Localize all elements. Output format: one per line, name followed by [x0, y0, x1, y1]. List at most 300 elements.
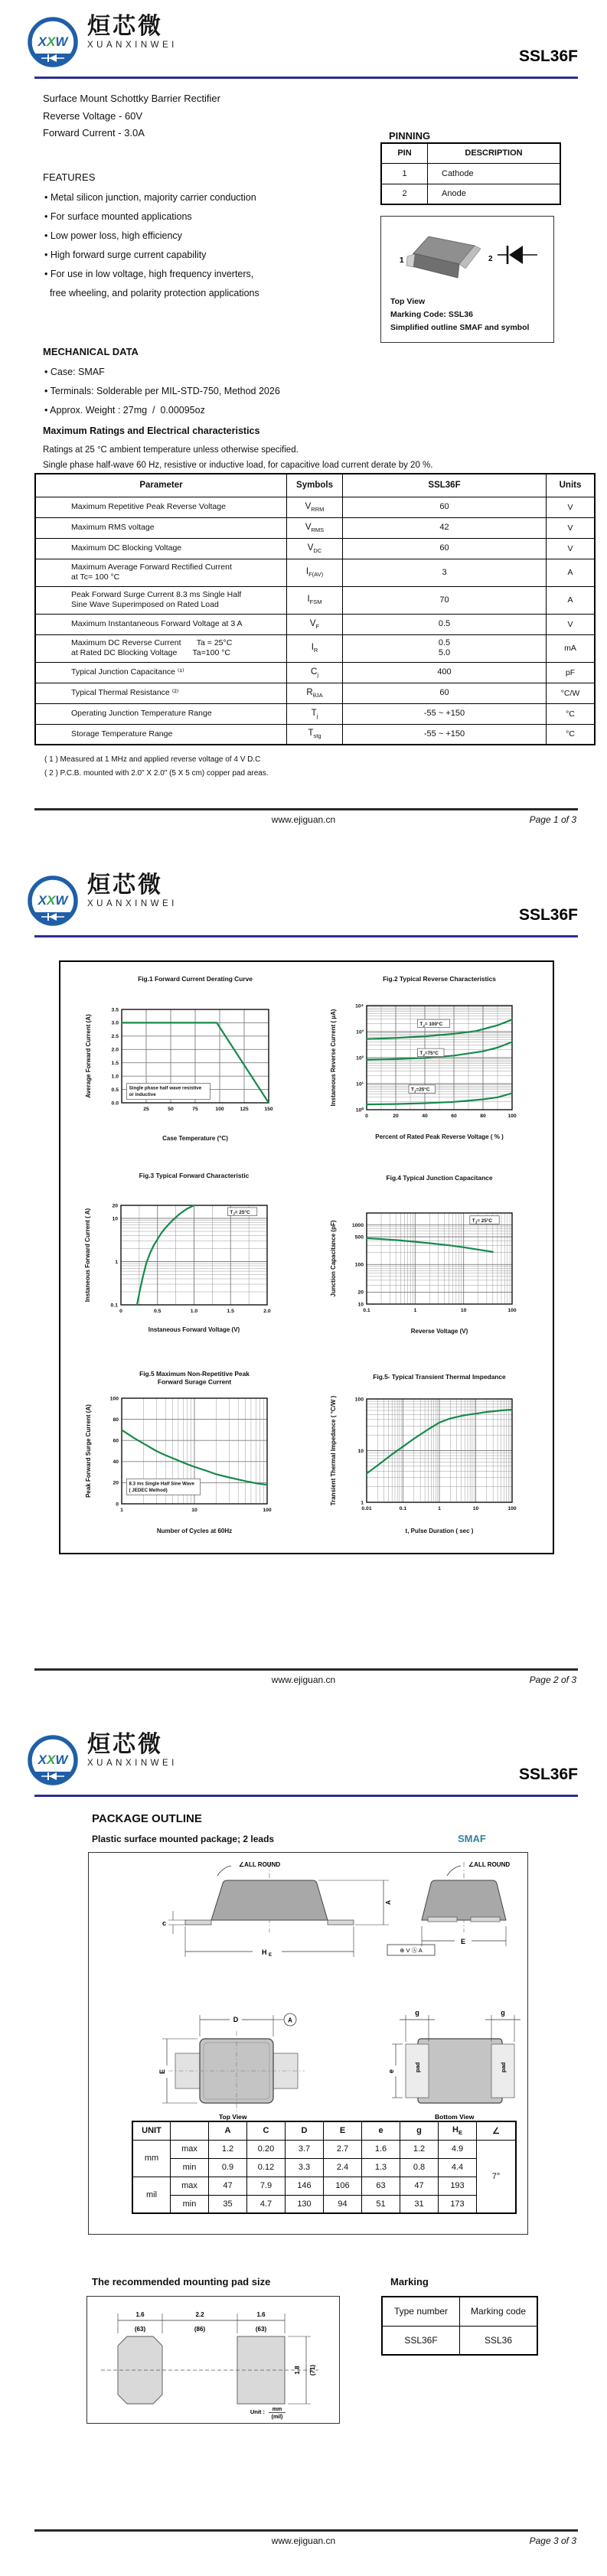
figure-fig3 — [81, 1169, 279, 1334]
package-caption-1: Marking Code: SSL36 — [390, 310, 473, 319]
value-cell: 0.5 5.0 — [343, 634, 547, 662]
pinning-table — [380, 142, 561, 205]
dim-header: ∠ — [477, 2121, 517, 2140]
dim-value-cell: 0.12 — [247, 2158, 286, 2177]
figure-fig5 — [82, 1367, 279, 1535]
svg-text:125: 125 — [240, 1107, 249, 1112]
dim-d-label: D — [233, 2016, 239, 2023]
value-cell: 60 — [343, 538, 547, 559]
footnote-1: ( 2 ) P.C.B. mounted with 2.0" X 2.0" (5 X 5 cm) copper pad areas. — [44, 769, 269, 778]
pinning-cell: 2 — [381, 184, 428, 204]
svg-text:1: 1 — [361, 1500, 364, 1506]
dim-he-sub: E — [269, 1953, 272, 1958]
svg-text:100: 100 — [354, 1397, 364, 1403]
svg-text:t, Pulse Duration ( sec ): t, Pulse Duration ( sec ) — [405, 1528, 474, 1534]
unit-cell: mA — [547, 634, 596, 662]
svg-text:40: 40 — [113, 1459, 119, 1466]
symbol-cell: $V_{DC}$ — [287, 538, 343, 559]
svg-text:TJ= 100°C: $T_J= 100^\circ C$ — [419, 1022, 443, 1028]
pad-dim-left-mm: 1.6 — [135, 2311, 145, 2318]
svg-text:100: 100 — [354, 1262, 364, 1268]
symbol-cell: $V_{RRM}$ — [287, 497, 343, 517]
svg-text:60: 60 — [451, 1114, 457, 1119]
footnote-0: ( 1 ) Measured at 1 MHz and applied reverse voltage of 4 V D.C — [44, 755, 261, 764]
pad-right-label: pad — [500, 2062, 507, 2072]
svg-text:( JEDEC Method): ( JEDEC Method) — [129, 1487, 168, 1493]
svg-text:Peak Forward Surge Current (A): Peak Forward Surge Current (A) — [85, 1404, 92, 1498]
ratings-title: Maximum Ratings and Electrical characteristics — [43, 426, 260, 436]
package-outline-box — [88, 1852, 528, 2235]
value-cell: 42 — [343, 517, 547, 538]
dim-a-label: A — [384, 1899, 392, 1905]
svg-text:100: 100 — [215, 1107, 224, 1112]
part-number: SSL36F — [518, 906, 578, 924]
svg-text:100: 100 — [507, 1114, 517, 1119]
dim-value-cell: 0.9 — [209, 2158, 247, 2177]
dim-header: E — [324, 2121, 362, 2140]
table-row — [35, 662, 595, 683]
minmax-cell: max — [171, 2140, 209, 2158]
dim-header: D — [286, 2121, 324, 2140]
pad-dim-mid-mil: (86) — [194, 2326, 206, 2333]
pad-dim-height-mm: 1.8 — [294, 2366, 301, 2375]
svg-text:1000: 1000 — [351, 1222, 364, 1228]
table-row — [35, 497, 595, 517]
brand-name-cn: 烜芯微 — [87, 1732, 163, 1757]
symbol-cell: $C_j$ — [287, 662, 343, 683]
unit-cell: A — [547, 559, 596, 586]
svg-text:Fig.5- Typical Transient Therm: Fig.5- Typical Transient Thermal Impedance — [373, 1373, 506, 1381]
footer-url-1: www.ejiguan.cn — [271, 814, 336, 825]
dim-value-cell: 0.8 — [400, 2158, 439, 2177]
intro-line-1: Reverse Voltage - 60V — [43, 109, 143, 122]
logo-icon — [23, 872, 83, 932]
package-captions — [390, 295, 529, 334]
features-title: FEATURES — [43, 171, 96, 183]
svg-text:1: 1 — [115, 1259, 118, 1265]
unit-cell: V — [547, 538, 596, 559]
company-logo — [23, 1732, 178, 1792]
logo-icon — [23, 14, 83, 73]
svg-text:10¹: 10¹ — [356, 1081, 364, 1087]
svg-text:3.0: 3.0 — [111, 1020, 119, 1026]
dim-value-cell: 1.2 — [209, 2140, 247, 2158]
table-row — [35, 634, 595, 662]
dim-value-cell: 1.3 — [362, 2158, 400, 2177]
table-row — [382, 2326, 537, 2355]
diode-symbol-icon — [498, 246, 537, 264]
marking-cell: SSL36 — [460, 2326, 538, 2355]
parameter-cell: Typical Junction Capacitance ⁽¹⁾ — [35, 662, 287, 683]
svg-text:10⁴: 10⁴ — [355, 1003, 364, 1009]
svg-text:2.5: 2.5 — [111, 1034, 119, 1040]
marking-cell: SSL36F — [382, 2326, 460, 2355]
pad-dim-right-mil: (63) — [255, 2326, 267, 2333]
svg-text:1.0: 1.0 — [111, 1074, 119, 1080]
svg-text:10: 10 — [112, 1216, 118, 1222]
minmax-cell: min — [171, 2158, 209, 2177]
intro-line-0: Surface Mount Schottky Barrier Rectifier — [43, 93, 220, 104]
symbol-cell: $T_j$ — [287, 703, 343, 724]
dim-value-cell: 2.7 — [324, 2140, 362, 2158]
unit-cell: °C — [547, 724, 596, 745]
features-list — [44, 188, 259, 303]
unit-group-cell: mil — [132, 2177, 171, 2213]
dim-value-cell: 193 — [439, 2177, 477, 2195]
bottom-view-caption: Bottom View — [435, 2113, 475, 2121]
dim-e-small-label: e — [387, 2069, 395, 2073]
svg-text:2.0: 2.0 — [111, 1047, 119, 1053]
svg-text:Average Forward Current (A): Average Forward Current (A) — [85, 1014, 92, 1098]
figure-fig1 — [82, 972, 281, 1143]
parameter-cell: Typical Thermal Resistance ⁽²⁾ — [35, 683, 287, 703]
svg-text:Single phase half wave resisti: Single phase half wave resistive — [129, 1085, 202, 1091]
svg-text:20: 20 — [357, 1290, 364, 1296]
ratings-header: Units — [547, 474, 596, 497]
parameter-cell: Maximum Average Forward Rectified Current at Tc= 100 °C — [35, 559, 287, 586]
svg-text:Forward Surage Current: Forward Surage Current — [157, 1378, 232, 1386]
dimension-table — [132, 2121, 517, 2214]
dim-g-left-label: g — [415, 2009, 419, 2017]
svg-text:TJ= 25°C: $T_J= 25^\circ C$ — [230, 1209, 250, 1216]
ratings-subtitle — [43, 442, 432, 473]
svg-text:XXW: XXW — [38, 34, 68, 49]
pad-unit-label: Unit : — [250, 2408, 265, 2415]
svg-text:Reverse Voltage (V): Reverse Voltage (V) — [410, 1328, 468, 1335]
svg-text:50: 50 — [168, 1107, 174, 1112]
table-row — [35, 559, 595, 586]
svg-text:10: 10 — [357, 1302, 364, 1308]
table-row — [381, 184, 560, 204]
part-number: SSL36F — [518, 47, 578, 65]
pinning-cell: 1 — [381, 163, 428, 184]
dim-header: A — [209, 2121, 247, 2140]
svg-text:25: 25 — [143, 1107, 149, 1112]
mechanical-item-2: • Approx. Weight : 27mg / 0.00095oz — [44, 405, 205, 416]
svg-text:0.1: 0.1 — [399, 1506, 407, 1511]
feature-item-1: • For surface mounted applications — [44, 211, 192, 222]
svg-text:Case Temperature (°C): Case Temperature (°C) — [162, 1135, 228, 1142]
dim-header — [171, 2121, 209, 2140]
page3-header — [0, 1718, 607, 1802]
ratings-header: Symbols — [287, 474, 343, 497]
minmax-cell: min — [171, 2195, 209, 2213]
svg-text:Instaneous Reverse Current ( µ: Instaneous Reverse Current ( µA) — [330, 1009, 337, 1107]
part-number: SSL36F — [518, 1766, 578, 1783]
parameter-cell: Maximum RMS voltage — [35, 517, 287, 538]
marking-table-el — [381, 2296, 538, 2356]
dim-value-cell: 63 — [362, 2177, 400, 2195]
symbol-cell: $I_{F(AV)}$ — [287, 559, 343, 586]
pin2-label: 2 — [488, 255, 493, 263]
unit-cell: V — [547, 614, 596, 634]
package-outline-title: PACKAGE OUTLINE — [92, 1812, 202, 1825]
parameter-cell: Maximum DC Blocking Voltage — [35, 538, 287, 559]
svg-text:TJ=75°C: $T_J=75^\circ C$ — [419, 1051, 439, 1057]
company-logo — [23, 872, 178, 932]
svg-text:500: 500 — [354, 1234, 364, 1241]
unit-group-cell: mm — [132, 2140, 171, 2177]
dim-he-label: H — [262, 1948, 267, 1956]
svg-text:10³: 10³ — [356, 1029, 364, 1035]
package-outline-subtitle: Plastic surface mounted package; 2 leads — [92, 1834, 275, 1844]
dim-c-label: c — [162, 1919, 167, 1927]
svg-text:Instaneous Forward Voltage (V): Instaneous Forward Voltage (V) — [148, 1326, 240, 1333]
figure-fig4 — [327, 1171, 524, 1335]
svg-text:1.5: 1.5 — [227, 1309, 234, 1314]
mounting-pad-box — [86, 2296, 340, 2424]
datum-circle-label: A — [288, 2017, 292, 2024]
page1-header — [0, 0, 607, 84]
footer-url-2: www.ejiguan.cn — [271, 1674, 336, 1685]
header-rule — [34, 935, 578, 937]
svg-text:XXW: XXW — [38, 1753, 68, 1767]
dim-value-cell: 4.7 — [247, 2195, 286, 2213]
pinning-header: DESCRIPTION — [428, 143, 561, 163]
pinning-cell: Anode — [428, 184, 561, 204]
dim-value-cell: 31 — [400, 2195, 439, 2213]
svg-text:XXW: XXW — [38, 893, 68, 908]
symbol-cell: $T_{stg}$ — [287, 724, 343, 745]
dim-value-cell: 3.3 — [286, 2158, 324, 2177]
svg-text:Fig.1 Forward Current Deratin: Fig.1 Forward Current Derating Curve — [138, 975, 253, 983]
svg-text:60: 60 — [113, 1438, 119, 1444]
svg-text:75: 75 — [192, 1107, 198, 1112]
unit-cell: pF — [547, 662, 596, 683]
dim-header: g — [400, 2121, 439, 2140]
svg-text:100: 100 — [507, 1308, 517, 1313]
symbol-cell: $I_{FSM}$ — [287, 586, 343, 614]
svg-text:Number of Cycles at 60Hz: Number of Cycles at 60Hz — [156, 1528, 233, 1534]
mounting-pad-drawing — [87, 2297, 337, 2421]
svg-text:0.1: 0.1 — [363, 1308, 370, 1313]
svg-text:2.0: 2.0 — [263, 1309, 271, 1314]
marking-title: Marking — [390, 2276, 429, 2287]
pinning-header: PIN — [381, 143, 428, 163]
svg-text:1: 1 — [438, 1506, 441, 1511]
brand-name-en: XUANXINWEI — [87, 41, 178, 50]
all-round-label-2: ∠ALL ROUND — [468, 1861, 511, 1868]
package-name: SMAF — [458, 1833, 486, 1844]
ratings-table-el — [34, 473, 596, 745]
parameter-cell: Maximum DC Reverse Current Ta = 25°C at Rated DC Blocking Voltage Ta=100 °C — [35, 634, 287, 662]
value-cell: 3 — [343, 559, 547, 586]
footer-url-3: www.ejiguan.cn — [271, 2535, 336, 2546]
svg-text:0: 0 — [119, 1309, 122, 1314]
dim-header: e — [362, 2121, 400, 2140]
logo-icon — [23, 1732, 83, 1792]
svg-text:TJ= 25°C: $T_J= 25^\circ C$ — [472, 1218, 493, 1224]
ratings-subline-1: Single phase half-wave 60 Hz, resistive or inductive load, for capacitive load current derate by 20 %. — [43, 461, 433, 470]
table-row — [35, 538, 595, 559]
dim-value-cell: 47 — [400, 2177, 439, 2195]
table-row — [35, 683, 595, 703]
dim-value-cell: 2.4 — [324, 2158, 362, 2177]
svg-text:0.1: 0.1 — [110, 1303, 118, 1309]
value-cell: 60 — [343, 497, 547, 517]
svg-text:80: 80 — [113, 1417, 119, 1423]
pad-left-label: pad — [414, 2062, 421, 2072]
svg-text:0.0: 0.0 — [111, 1101, 119, 1107]
table-row — [132, 2177, 516, 2195]
intro-line-2: Forward Current - 3.0A — [43, 127, 145, 139]
svg-text:0.5: 0.5 — [154, 1309, 162, 1314]
dim-value-cell: 1.2 — [400, 2140, 439, 2158]
header-rule — [34, 77, 578, 79]
svg-text:TJ=25°C: $T_J=25^\circ C$ — [411, 1087, 430, 1094]
feature-item-4: • For use in low voltage, high frequency inverters, — [44, 269, 254, 279]
dim-value-cell: 51 — [362, 2195, 400, 2213]
footnotes — [44, 753, 269, 781]
ratings-table — [34, 473, 596, 745]
svg-text:0: 0 — [365, 1114, 368, 1119]
dim-value-cell: 4.4 — [439, 2158, 477, 2177]
dim-e-side-label: E — [461, 1938, 466, 1945]
symbol-cell: $V_{RMS}$ — [287, 517, 343, 538]
footer-rule-1 — [34, 808, 578, 810]
svg-text:Fig.4 Typical Junction Capaci: Fig.4 Typical Junction Capacitance — [386, 1174, 493, 1182]
unit-cell: V — [547, 497, 596, 517]
svg-text:100: 100 — [109, 1396, 119, 1402]
table-row — [132, 2140, 516, 2158]
dim-value-cell: 94 — [324, 2195, 362, 2213]
dim-value-cell: 0.20 — [247, 2140, 286, 2158]
svg-text:10²: 10² — [356, 1055, 364, 1061]
svg-text:Junction Capacitance (pF): Junction Capacitance (pF) — [330, 1220, 337, 1297]
dim-value-cell: 1.6 — [362, 2140, 400, 2158]
feature-item-5: free wheeling, and polarity protection applications — [44, 288, 259, 298]
svg-text:100: 100 — [263, 1508, 272, 1513]
unit-cell: °C/W — [547, 683, 596, 703]
table-row — [35, 586, 595, 614]
package-top-view-drawing — [384, 223, 549, 295]
svg-text:8.3 ms Single Half Sine Wave: 8.3 ms Single Half Sine Wave — [129, 1481, 194, 1487]
dim-header: C — [247, 2121, 286, 2140]
parameter-cell: Storage Temperature Range — [35, 724, 287, 745]
svg-text:10⁰: 10⁰ — [355, 1107, 364, 1114]
dim-e-top-label: E — [158, 2069, 166, 2074]
package-caption-0: Top View — [390, 297, 426, 306]
svg-text:0: 0 — [116, 1502, 119, 1508]
svg-text:Fig.5 Maximum Non-Repetitive: Fig.5 Maximum Non-Repetitive Peak — [139, 1370, 250, 1378]
svg-text:20: 20 — [393, 1114, 399, 1119]
footer-page-3: Page 3 of 3 — [529, 2535, 576, 2546]
svg-text:20: 20 — [112, 1203, 118, 1209]
all-round-label-1: ∠ALL ROUND — [239, 1861, 281, 1868]
svg-text:0.01: 0.01 — [361, 1506, 372, 1511]
symbol-cell: $I_R$ — [287, 634, 343, 662]
value-cell: 0.5 — [343, 614, 547, 634]
value-cell: 400 — [343, 662, 547, 683]
dim-header: UNIT — [132, 2121, 171, 2140]
ratings-header: SSL36F — [343, 474, 547, 497]
mechanical-item-1: • Terminals: Solderable per MIL-STD-750, Method 2026 — [44, 386, 280, 396]
svg-text:1: 1 — [413, 1308, 417, 1313]
svg-text:1.0: 1.0 — [190, 1309, 198, 1314]
brand-name-cn: 烜芯微 — [87, 14, 163, 39]
dim-value-cell: 35 — [209, 2195, 247, 2213]
dim-value-cell: 130 — [286, 2195, 324, 2213]
svg-text:150: 150 — [264, 1107, 273, 1112]
pad-dim-mid-mm: 2.2 — [195, 2311, 204, 2318]
svg-text:1.5: 1.5 — [111, 1061, 119, 1067]
datum-box-label: ⊕ V Ⓐ A — [400, 1947, 423, 1954]
ratings-header: Parameter — [35, 474, 287, 497]
svg-text:20: 20 — [113, 1480, 119, 1486]
footer-page-2: Page 2 of 3 — [529, 1674, 576, 1685]
mechanical-list — [44, 363, 280, 420]
brand-name-cn: 烜芯微 — [87, 872, 163, 898]
svg-text:100: 100 — [507, 1506, 517, 1511]
figure-fig2 — [327, 972, 524, 1141]
table-row — [35, 614, 595, 634]
page2-header — [0, 859, 607, 943]
mechanical-item-0: • Case: SMAF — [44, 367, 105, 377]
dim-value-cell: 173 — [439, 2195, 477, 2213]
footer-rule-3 — [34, 2529, 578, 2532]
table-row — [132, 2158, 516, 2177]
svg-text:80: 80 — [480, 1114, 486, 1119]
dim-value-cell: 47 — [209, 2177, 247, 2195]
pad-dim-right-mm: 1.6 — [256, 2311, 266, 2318]
mechanical-title: MECHANICAL DATA — [43, 346, 139, 357]
dim-value-cell: 7.9 — [247, 2177, 286, 2195]
pinning-title: PINNING — [389, 130, 431, 142]
feature-item-2: • Low power loss, high efficiency — [44, 230, 182, 241]
table-row — [132, 2195, 516, 2213]
intro-lines — [43, 90, 220, 142]
header-rule — [34, 1795, 578, 1797]
svg-text:3.5: 3.5 — [111, 1007, 119, 1013]
minmax-cell: max — [171, 2177, 209, 2195]
pad-unit-mm: mm — [272, 2407, 282, 2412]
parameter-cell: Maximum Instantaneous Forward Voltage at 3 A — [35, 614, 287, 634]
parameter-cell: Peak Forward Surge Current 8.3 ms Single Half Sine Wave Superimposed on Rated Load — [35, 586, 287, 614]
svg-text:Transient Thermal Impedance (: Transient Thermal Impedance ( °C/W ) — [330, 1395, 337, 1506]
svg-text:10: 10 — [472, 1506, 479, 1511]
unit-cell: V — [547, 517, 596, 538]
parameter-cell: Maximum Repetitive Peak Reverse Voltage — [35, 497, 287, 517]
svg-text:0.5: 0.5 — [111, 1087, 119, 1093]
package-caption-2: Simplified outline SMAF and symbol — [390, 323, 530, 332]
table-row — [35, 703, 595, 724]
pinning-cell: Cathode — [428, 163, 561, 184]
unit-cell: °C — [547, 703, 596, 724]
company-logo — [23, 14, 178, 73]
pin1-label: 1 — [400, 256, 404, 265]
pad-unit-mil: (mil) — [271, 2415, 283, 2420]
table-row — [35, 517, 595, 538]
dim-value-cell: 146 — [286, 2177, 324, 2195]
symbol-cell: $V_F$ — [287, 614, 343, 634]
value-cell: -55 ~ +150 — [343, 703, 547, 724]
svg-text:10: 10 — [357, 1448, 364, 1454]
brand-name-en: XUANXINWEI — [87, 1759, 178, 1768]
package-view-box — [380, 216, 554, 343]
unit-cell: A — [547, 586, 596, 614]
svg-text:1: 1 — [120, 1508, 123, 1513]
top-view-caption: Top View — [219, 2113, 247, 2121]
footer-page-1: Page 1 of 3 — [529, 814, 576, 825]
angle-cell: 7° — [477, 2140, 517, 2213]
value-cell: 70 — [343, 586, 547, 614]
svg-text:Instaneous Forward Current ( A: Instaneous Forward Current ( A) — [84, 1208, 91, 1303]
feature-item-0: • Metal silicon junction, majority carrier conduction — [44, 192, 256, 203]
dim-table-el — [132, 2121, 517, 2214]
dim-header: $H_E$ — [439, 2121, 477, 2140]
table-row — [35, 724, 595, 745]
marking-table — [381, 2296, 538, 2356]
